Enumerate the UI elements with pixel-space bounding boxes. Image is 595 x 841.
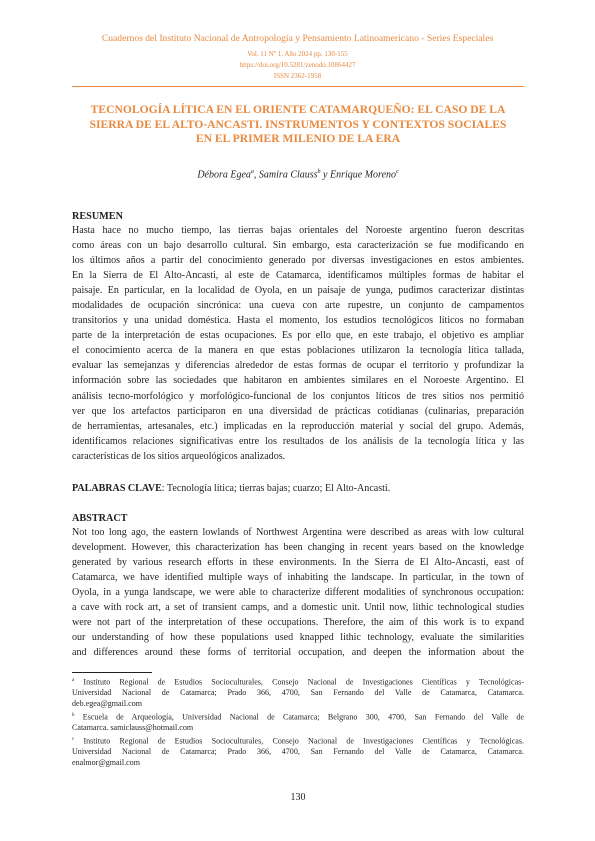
footnote-mark: c [72, 737, 75, 742]
journal-name: Cuadernos del Instituto Nacional de Antropología y Pensamiento Latinoamericano - Series Especiales [101, 33, 494, 44]
abstract-line: Oyola, in a yunga landscape, we were able to characterize different modalities of synchronous occupation: [72, 587, 524, 599]
resumen-line: como áreas con un bajo desarrollo cultural. Sin embargo, esta caracterización se fue modificando en [72, 240, 524, 252]
resumen-line: análisis tecno-morfológico y morfológico-funcional de los conjuntos líticos de tres sitios nos permitió [72, 390, 524, 402]
abstract-line: Catamarca, we have identified multiple ways of inhabiting the landscape. In particular, in the town of [72, 572, 524, 584]
footnote-text: Instituto Regional de Estudios Socioculturales, Consejo Nacional de Investigaciones Científicas y Tecnológicas- [74, 677, 524, 687]
resumen-line: paisaje. En particular, en la localidad de Oyola, en un paisaje de yunga, pudimos caracterizar distintas [72, 285, 524, 297]
volume-info: Vol. 11 Nº 1, Año 2024 pp. 130-155 [247, 50, 348, 58]
resumen-line: modalidades de ocupación sincrónica: una cueva con arte rupestre, un conjunto de campamentos [72, 300, 524, 312]
abstract-body [72, 525, 524, 660]
abstract-line: development. However, this characterization has been changing in recent years based on the knowledge [72, 542, 524, 554]
keywords [72, 482, 524, 495]
affiliation-mark: b [317, 169, 321, 175]
resumen-line: parte de la interpretación de estas ocupaciones. Es por ello que, en este trabajo, el objetivo es ampliar [72, 330, 524, 342]
affiliation-mark: c [396, 169, 399, 175]
resumen-line: Hasta hace no mucho tiempo, las tierras bajas orientales del Noroeste argentino fueron descritas [72, 225, 524, 236]
footnote-email[interactable]: deb.egea@gmail.com [72, 698, 142, 708]
resumen-line: evaluar las semejanzas y diferencias alrededor de estas formas de ocupar el territorio y profundizar la [72, 360, 524, 372]
footnote-line: Catamarca. samiclauss@hotmail.com [72, 723, 194, 733]
footnote-mark: a [72, 678, 75, 683]
resumen-line: los últimos años a partir del conocimiento generado por diversas investigaciones en estos ambientes. [72, 255, 524, 267]
resumen-line: identificamos relaciones significativas entre los resultados de los análisis de la tecnología lítica y las [72, 435, 524, 447]
abstract-heading: ABSTRACT [72, 513, 128, 524]
author-name: Débora Egea [197, 169, 251, 181]
footnote-line: Universidad Nacional de Catamarca; Prado 366, 4700, San Fernando del Valle de Catamarca, Catamarca. [72, 688, 524, 698]
title-line: EN EL PRIMER MILENIO DE LA ERA [195, 132, 401, 145]
keywords-label: PALABRAS CLAVE [72, 483, 162, 494]
footnote-line [72, 735, 524, 747]
resumen-heading: RESUMEN [72, 211, 123, 222]
resumen-line: características de los sitios arqueológicos analizados. [72, 450, 286, 462]
resumen-line: transitorios y una unidad doméstica. Hasta el momento, los estudios tecnológicos líticos no formaban [72, 315, 524, 327]
affiliation-mark: a [250, 169, 254, 175]
issn: ISSN 2362-1958 [273, 72, 322, 80]
footnote-email[interactable]: enalmor@gmail.com [72, 757, 140, 767]
title-line: SIERRA DE EL ALTO-ANCASTI. INSTRUMENTOS Y CONTEXTOS SOCIALES [89, 117, 507, 131]
resumen-line: En la Sierra de El Alto-Ancasti, al este de Catamarca, identificamos múltiples formas de habitar el [72, 270, 524, 282]
abstract-line: were not part of the interpretation of these occupations. Therefore, the aim of this work is to expand [72, 617, 524, 629]
author-separator: y [320, 169, 330, 181]
footnote-text: Escuela de Arqueología, Universidad Nacional de Catamarca; Belgrano 300, 4700, San Fernando del Valle de [74, 712, 524, 722]
author-name: Samira Clauss [258, 169, 318, 181]
resumen-line: información sobre las sociedades que habitaron en ambientes similares en el Noroeste Argentino. El [72, 375, 524, 387]
author-separator: , [253, 169, 259, 181]
footnote-line [72, 711, 524, 723]
abstract-line: a cave with rock art, a set of transient camps, and a domestic unit. Until now, lithic technological studies [72, 602, 524, 614]
resumen-line: ver que los artefactos participaron en una diversidad de prácticas cotidianas (culinarias, preparación [72, 405, 524, 417]
footnote-line: Universidad Nacional de Catamarca; Prado 366, 4700, San Fernando del Valle de Catamarca, Catamarca. [72, 747, 524, 757]
title-line: TECNOLOGÍA LÍTICA EN EL ORIENTE CATAMARQUEÑO: EL CASO DE LA [90, 103, 506, 116]
authors [72, 166, 524, 181]
abstract-line: our understanding of how these populations used knapped lithic technology, evaluate the similarities [72, 632, 524, 644]
doi-link[interactable]: https://doi.org/10.5281/zenodo.10864427 [239, 61, 356, 69]
author-name: Enrique Moreno [330, 169, 397, 181]
header-rule [72, 86, 524, 87]
resumen-line: de herramientas, artesanales, etc.) implicadas en la reproducción material y social del grupo. Además, [72, 420, 524, 432]
footnote-text: Instituto Regional de Estudios Socioculturales, Consejo Nacional de Investigaciones Científicas y Tecnológicas. [74, 736, 524, 746]
article-title [72, 103, 524, 147]
page-number: 130 [290, 792, 306, 803]
footnote-a [72, 676, 524, 709]
keywords-text: : Tecnología lítica; tierras bajas; cuarzo; El Alto-Ancasti. [161, 483, 391, 494]
resumen-body [72, 223, 524, 464]
abstract-line: generated by various research efforts in these environments. In the Sierra de El Alto-Ancasti, east of [72, 557, 524, 569]
resumen-line: el conocimiento acerca de la manera en que estas poblaciones utilizaron la tecnología lítica tallada, [72, 345, 524, 357]
footnote-line [72, 676, 524, 688]
footnote-rule [72, 672, 152, 673]
footnote-c [72, 735, 524, 768]
footnote-mark: b [72, 713, 75, 718]
footnote-b [72, 711, 524, 734]
abstract-line: and differences around these forms of territorial occupation, and deepen the information about the [72, 647, 524, 659]
abstract-line: Not too long ago, the eastern lowlands of Northwest Argentina were described as areas with low cultural [72, 527, 524, 538]
